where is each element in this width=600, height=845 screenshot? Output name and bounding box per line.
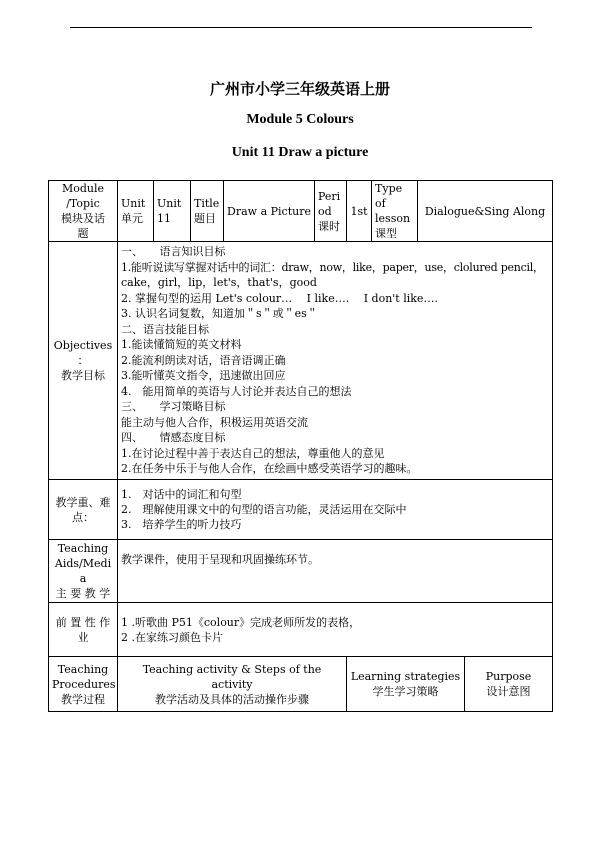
purpose-header: Purpose 设计意图 [465, 657, 553, 712]
objective-line: 4. 能用简单的英语与人讨论并表达自己的想法 [121, 384, 352, 398]
procedures-label: Teaching Procedures 教学过程 [49, 657, 118, 712]
key-point-item: 2. 理解使用课文中的句型的语言功能，灵活运用在交际中 [121, 503, 407, 516]
objective-line: 2. 掌握句型的运用 Let's colour… I like…. I don't like…. [121, 291, 438, 305]
objective-line: 四、 情感态度目标 [121, 431, 226, 445]
objective-line: 3.能听懂英文指令，迅速做出回应 [121, 369, 286, 383]
module-topic-label: Module /Topic 模块及话 题 [49, 181, 118, 242]
module-title: Module 5 Colours [246, 112, 354, 127]
prep-homework-label: 前 置 性 作 业 [49, 603, 118, 657]
type-label: Type of lesson 课型 [372, 181, 418, 242]
prep-homework-row [49, 603, 553, 657]
objective-line: 1.能读懂简短的英文材料 [121, 338, 242, 352]
teaching-aids-row [49, 540, 553, 603]
objectives-row [49, 242, 553, 480]
objective-line: cake，girl，lip，let's，that's，good [121, 276, 317, 290]
procedures-header-row [49, 657, 553, 712]
prep-homework-content [118, 603, 553, 657]
title-value: Draw a Picture [224, 181, 315, 242]
objectives-content [118, 242, 553, 480]
unit-title: Unit 11 Draw a picture [231, 145, 369, 160]
objective-line: 1.能听说读写掌握对话中的词汇：draw，now，like，paper，use，clolured pencil， [121, 260, 544, 274]
key-point-item: 3. 培养学生的听力技巧 [121, 518, 242, 531]
period-label: Peri od 课时 [315, 181, 347, 242]
unit-value: Unit 11 [154, 181, 191, 242]
lesson-plan-table [48, 180, 553, 712]
key-point-item: 1. 对话中的词汇和句型 [121, 488, 242, 501]
teaching-aids-content: 教学课件，使用于呈现和巩固操练环节。 [118, 540, 553, 603]
objective-line: 2.在任务中乐于与他人合作，在绘画中感受英语学习的趣味。 [121, 462, 418, 476]
teaching-aids-label: Teaching Aids/Medi a 主 要 教 学 [49, 540, 118, 603]
period-value: 1st [347, 181, 372, 242]
key-points-label: 教学重、难 点： [49, 480, 118, 540]
objective-line: 1.在讨论过程中善于表达自己的想法，尊重他人的意见 [121, 446, 385, 460]
document-title: 广州市小学三年级英语上册 [209, 80, 390, 98]
objective-line: 能主动与他人合作，积极运用英语交流 [121, 415, 308, 429]
key-points-content [118, 480, 553, 540]
prep-item: 2 .在家练习颜色卡片 [121, 630, 223, 644]
prep-item: 1 .听歌曲 P51《colour》完成老师所发的表格， [121, 615, 361, 629]
objectives-label: Objectives ： 教学目标 [49, 242, 118, 480]
objective-line: 2.能流利朗读对话，语音语调正确 [121, 353, 286, 367]
learning-strategies-header: Learning strategies 学生学习策略 [347, 657, 465, 712]
teaching-activity-header: Teaching activity & Steps of the activity 教学活动及具体的活动操作步骤 [118, 657, 347, 712]
type-value: Dialogue&Sing Along [418, 181, 553, 242]
objective-line: 二、语言技能目标 [121, 322, 209, 336]
info-row [49, 181, 553, 242]
key-points-row [49, 480, 553, 540]
title-label: Title 题目 [191, 181, 224, 242]
objective-line: 一、 语言知识目标 [121, 245, 226, 259]
objective-line: 三、 学习策略目标 [121, 400, 226, 414]
objective-line: 3. 认识名词复数，知道加＂s＂或＂es＂ [121, 307, 318, 321]
top-rule [70, 27, 532, 28]
unit-label: Unit 单元 [118, 181, 154, 242]
